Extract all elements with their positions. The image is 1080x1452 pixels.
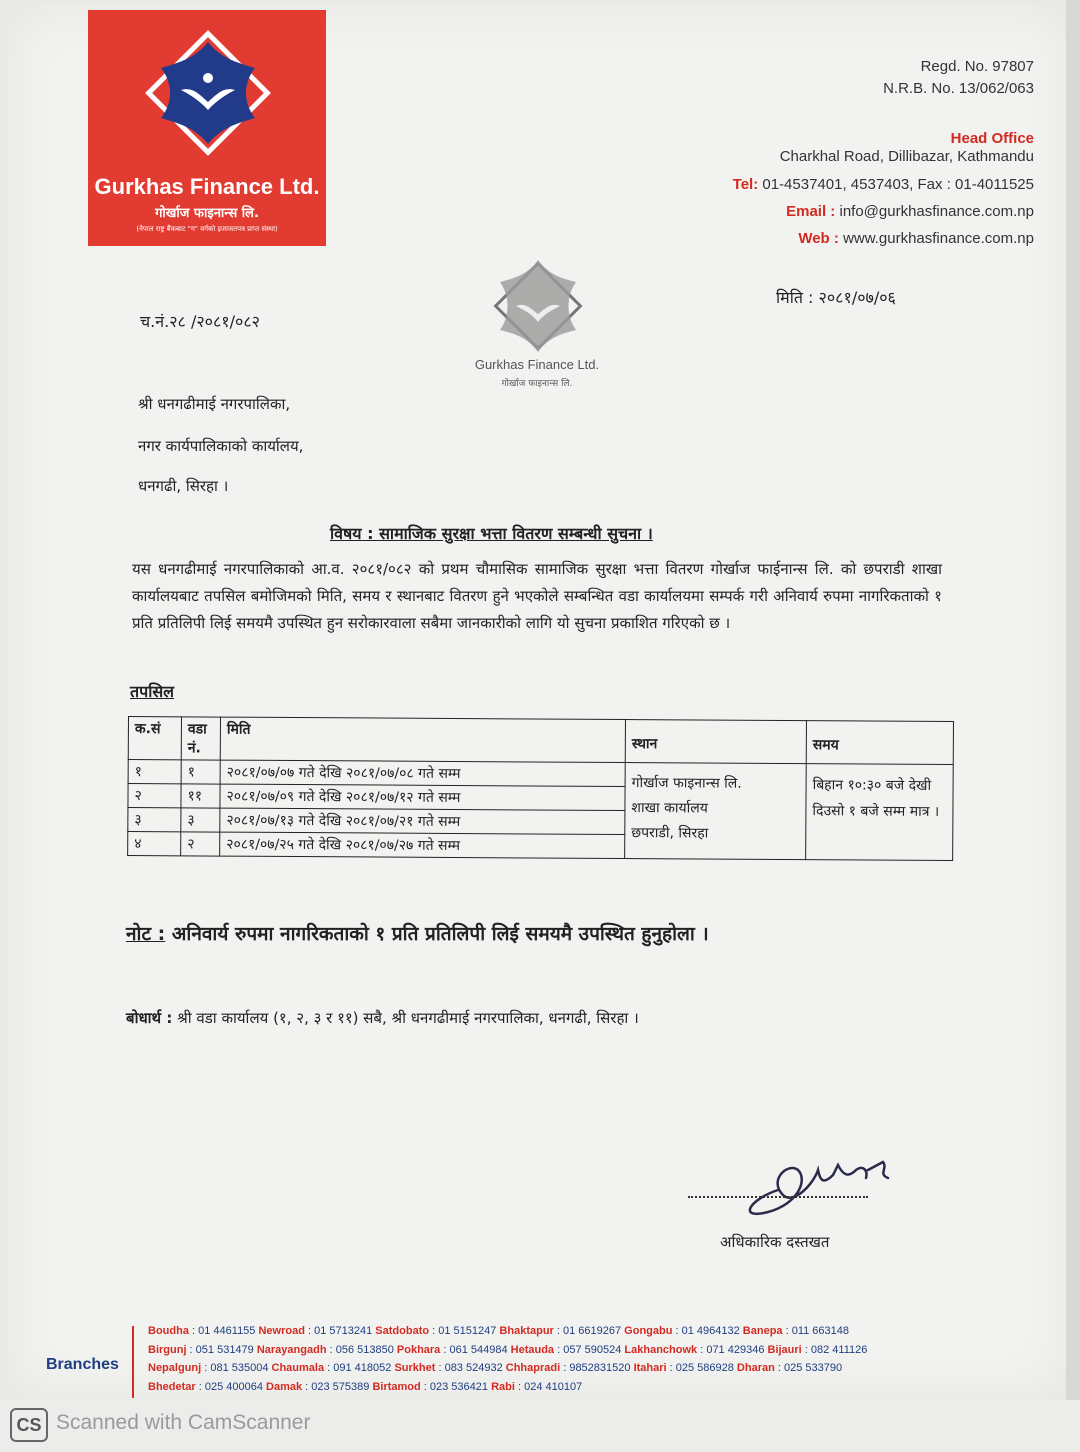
col-header-place: स्थान: [625, 720, 806, 764]
branch-phone: : 061 544984: [440, 1343, 511, 1356]
branch-phone: : 025 400064: [195, 1380, 267, 1393]
regd-number: Regd. No. 97807: [920, 58, 1034, 75]
col-header-ward: वडा नं.: [181, 717, 220, 760]
head-office-label: Head Office: [950, 130, 1034, 147]
branches-label: Branches: [46, 1356, 119, 1373]
branch-name: Pokhara: [396, 1343, 441, 1356]
branch-name: Bhaktapur: [499, 1325, 554, 1337]
branch-name: Lakhanchowk: [624, 1343, 698, 1356]
place-line: छपराडी, सिरहा: [631, 825, 709, 842]
branch-name: Boudha: [148, 1325, 189, 1337]
company-name-nepali: गोर्खाज फाइनान्स लि.: [155, 206, 259, 221]
letter-date: मिति : २०८१/०७/०६: [776, 288, 896, 307]
branch-row: [148, 1378, 998, 1397]
reference-number: च.नं.२८ /२०८१/०८२: [140, 312, 260, 331]
cell-place: [625, 763, 807, 860]
watermark-name: Gurkhas Finance Ltd.: [474, 357, 600, 372]
branch-phone: : 057 590524: [554, 1343, 625, 1356]
col-header-sn: क.सं: [128, 717, 181, 760]
branch-name: Hetauda: [510, 1343, 555, 1356]
branch-phone: : 025 586928: [666, 1362, 737, 1374]
branch-phone: : 01 6619267: [553, 1325, 625, 1337]
watermark-name-nepali: गोर्खाज फाइनान्स लि.: [501, 379, 573, 389]
cell-sn: ३: [128, 808, 181, 832]
branch-name: Birtamod: [372, 1380, 421, 1393]
recipient-line-1: श्री धनगढीमाई नगरपालिका,: [138, 395, 291, 413]
branch-phone: : 024 410107: [514, 1380, 583, 1393]
time-line: बिहान १०:३० बजे देखी: [812, 777, 932, 794]
branch-phone: : 091 418052: [324, 1362, 395, 1374]
branch-name: Itahari: [633, 1362, 667, 1374]
branch-name: Chhapradi: [505, 1362, 561, 1374]
khukuri-logo-icon: [143, 28, 273, 158]
company-name: Gurkhas Finance Ltd.: [94, 174, 320, 199]
nrb-number: N.R.B. No. 13/062/063: [883, 80, 1034, 97]
branch-phone: : 01 5713241: [304, 1325, 376, 1337]
branch-phone: : 056 513850: [326, 1343, 397, 1356]
branch-phone: : 083 524932: [435, 1362, 506, 1374]
branch-name: Surkhet: [394, 1362, 436, 1374]
telephone: Tel: 01-4537401, 4537403, Fax : 01-4011525: [732, 176, 1034, 193]
branch-row: [148, 1341, 998, 1360]
branch-phone: : 081 535004: [201, 1362, 272, 1374]
branch-name: Newroad: [258, 1325, 305, 1337]
branch-phone: : 071 429346: [697, 1343, 768, 1356]
branch-phone: : 9852831520: [560, 1362, 634, 1374]
branch-phone: : 023 575389: [302, 1380, 373, 1393]
branch-row: [148, 1322, 998, 1341]
col-header-date: मिति: [220, 717, 625, 762]
head-office-address: Charkhal Road, Dillibazar, Kathmandu: [779, 148, 1034, 165]
company-tagline: (नेपाल राष्ट्र बैंकबाट "ग" वर्गको इजाजतपत्र प्राप्त संस्था): [136, 225, 278, 233]
branch-phone: : 051 531479: [186, 1343, 257, 1356]
branch-name: Rabi: [491, 1380, 515, 1393]
cell-sn: १: [128, 760, 181, 784]
branch-name: Chaumala: [271, 1362, 325, 1374]
scanner-watermark: Scanned with CamScanner: [56, 1411, 311, 1434]
cc-line: बोधार्थ : श्री वडा कार्यालय (१, २, ३ र ११) सबै, श्री धनगढीमाई नगरपालिका, धनगढी, सिरहा ।: [126, 1009, 639, 1027]
branch-name: Dharan: [736, 1362, 775, 1374]
cell-date: २०८१/०७/०७ गते देखि २०८१/०७/०८ गते सम्म: [220, 760, 625, 786]
branch-phone: : 025 533790: [774, 1362, 843, 1374]
signature-label: अधिकारिक दस्तखत: [720, 1233, 830, 1251]
email: Email : info@gurkhasfinance.com.np: [786, 203, 1034, 220]
branch-phone: : 011 663148: [782, 1325, 850, 1337]
branch-name: Birgunj: [148, 1343, 187, 1356]
branch-phone: : 01 4964132: [672, 1325, 743, 1337]
recipient-line-2: नगर कार्यपालिकाको कार्यालय,: [138, 437, 304, 455]
branch-name: Narayangadh: [256, 1343, 327, 1356]
branches-list: [148, 1322, 998, 1396]
cell-ward: १: [181, 760, 220, 784]
branch-phone: : 01 5151247: [429, 1325, 500, 1337]
cell-date: २०८१/०७/०९ गते देखि २०८१/०७/१२ गते सम्म: [220, 784, 625, 810]
camscanner-icon: CS: [10, 1408, 48, 1442]
cell-date: २०८१/०७/२५ गते देखि २०८१/०७/२७ गते सम्म: [220, 832, 625, 858]
branch-phone: : 01 4461155: [188, 1325, 259, 1337]
cell-ward: २: [181, 832, 220, 856]
branch-phone: : 082 411126: [801, 1343, 868, 1356]
branches-divider: [132, 1326, 134, 1398]
cell-ward: ११: [181, 784, 220, 808]
cell-sn: ४: [128, 832, 181, 856]
note: नोट : अनिवार्य रुपमा नागरिकताको १ प्रति प्रतिलिपी लिई समयमै उपस्थित हुनुहोला ।: [126, 923, 709, 945]
signature-line: [688, 1196, 868, 1198]
place-line: शाखा कार्यालय: [631, 800, 708, 817]
cell-sn: २: [128, 784, 181, 808]
schedule-table: [127, 716, 954, 861]
branch-name: Nepalgunj: [148, 1362, 202, 1374]
scan-edge: [1066, 0, 1080, 1452]
branch-name: Gongabu: [624, 1325, 673, 1337]
branch-name: Bhedetar: [148, 1380, 196, 1393]
letter-subject: विषय : सामाजिक सुरक्षा भत्ता वितरण सम्बन्धी सुचना ।: [330, 524, 653, 543]
signature-block: [688, 1150, 908, 1260]
cell-time: [806, 764, 954, 861]
recipient-line-3: धनगढी, सिरहा ।: [138, 477, 229, 495]
website: Web : www.gurkhasfinance.com.np: [798, 230, 1034, 247]
branch-phone: : 023 536421: [420, 1380, 492, 1393]
cell-ward: ३: [181, 808, 220, 832]
schedule-heading: तपसिल: [130, 682, 175, 701]
company-logo: [88, 10, 326, 246]
signature-image: [738, 1150, 898, 1220]
branch-row: [148, 1359, 998, 1378]
branch-name: Damak: [266, 1380, 303, 1393]
branch-name: Bijauri: [767, 1343, 802, 1356]
watermark-logo-icon: [486, 254, 590, 358]
branch-name: Banepa: [742, 1325, 783, 1337]
branch-name: Satdobato: [375, 1325, 430, 1337]
place-line: गोर्खाज फाइनान्स लि.: [631, 775, 742, 792]
cell-date: २०८१/०७/१३ गते देखि २०८१/०७/२१ गते सम्म: [220, 808, 625, 834]
table-header-row: [128, 717, 953, 765]
letter-body: यस धनगढीमाई नगरपालिकाको आ.व. २०८१/०८२ को प्रथम चौमासिक सामाजिक सुरक्षा भत्ता वितरण गोर्खाज फाईनान्स लि. को छपराडी शाखा कार्यालयबाट तपसिल बमोजिमको मिति, समय र स्थानबाट वितरण हुने भएकोले सम्बन्धित वडा कार्यालयमा सम्पर्क गरी अनिवार्य रुपमा नागरिकताको १ प्रति प्रतिलिपी लिई समयमै उपस्थित हुन सरोकारवाला सबैमा जानकारीको लागि यो सुचना प्रकाशित गरिएको छ ।: [132, 560, 942, 632]
col-header-time: समय: [806, 721, 953, 765]
time-line: दिउसो १ बजे सम्म मात्र ।: [812, 803, 940, 820]
